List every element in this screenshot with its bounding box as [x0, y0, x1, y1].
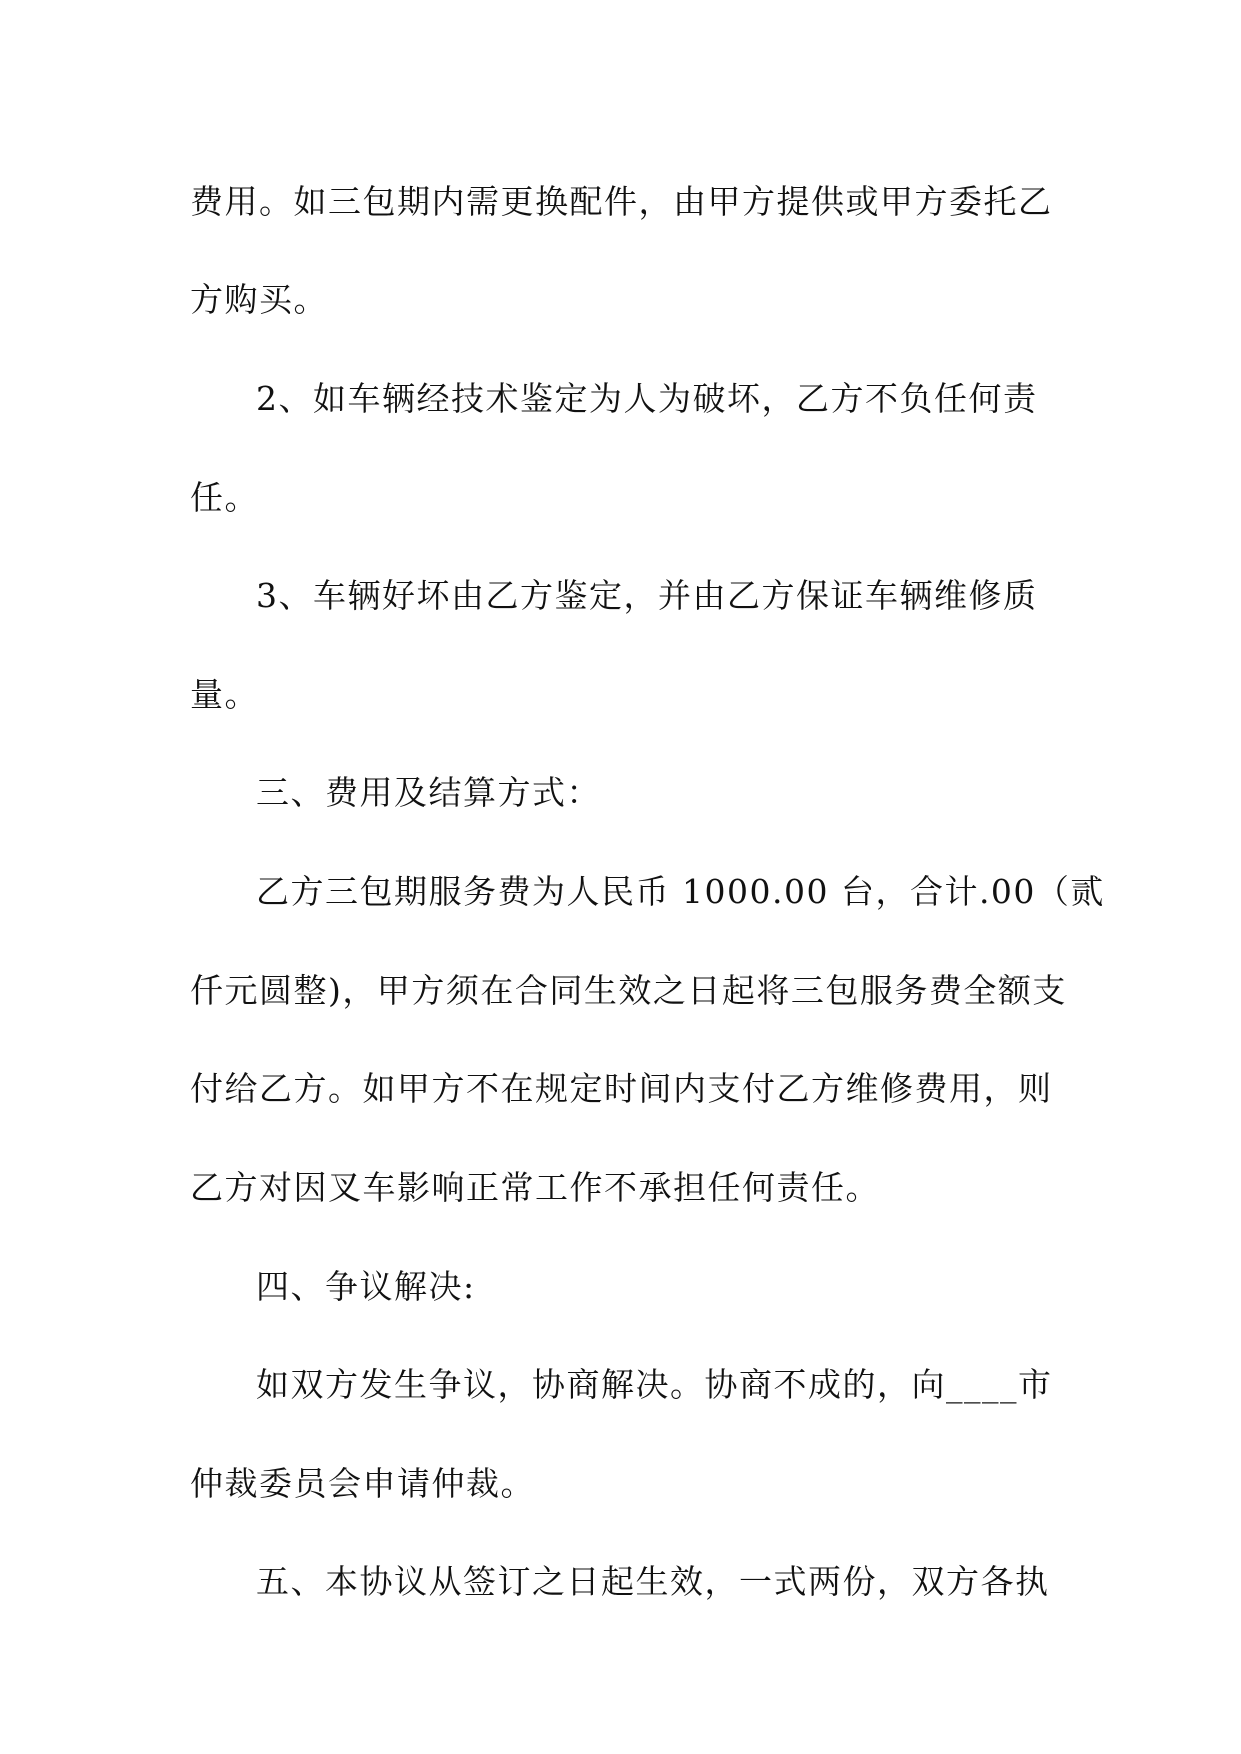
paragraph-line: 量。 [190, 675, 259, 714]
paragraph-line: 费用。如三包期内需更换配件，由甲方提供或甲方委托乙 [190, 182, 1053, 221]
section-heading: 三、费用及结算方式： [256, 773, 601, 812]
paragraph-line: 2、如车辆经技术鉴定为人为破坏，乙方不负任何责 [256, 379, 1038, 418]
paragraph-line: 乙方对因叉车影响正常工作不承担任何责任。 [190, 1168, 880, 1207]
paragraph-line: 五、本协议从签订之日起生效，一式两份，双方各执 [256, 1562, 1050, 1601]
paragraph-line: 付给乙方。如甲方不在规定时间内支付乙方维修费用，则 [190, 1069, 1053, 1108]
section-heading: 四、争议解决: [256, 1267, 476, 1306]
paragraph-line: 仲裁委员会申请仲裁。 [190, 1464, 535, 1503]
paragraph-line: 如双方发生争议，协商解决。协商不成的，向____市 [256, 1365, 1053, 1404]
paragraph-line: 任。 [190, 478, 259, 517]
paragraph-line: 3、车辆好坏由乙方鉴定，并由乙方保证车辆维修质 [256, 576, 1038, 615]
paragraph-line: 方购买。 [190, 280, 328, 319]
paragraph-line: 仟元圆整)，甲方须在合同生效之日起将三包服务费全额支 [190, 971, 1067, 1010]
paragraph-line: 乙方三包期服务费为人民币 1000.00 台，合计.00（贰 [256, 872, 1105, 911]
